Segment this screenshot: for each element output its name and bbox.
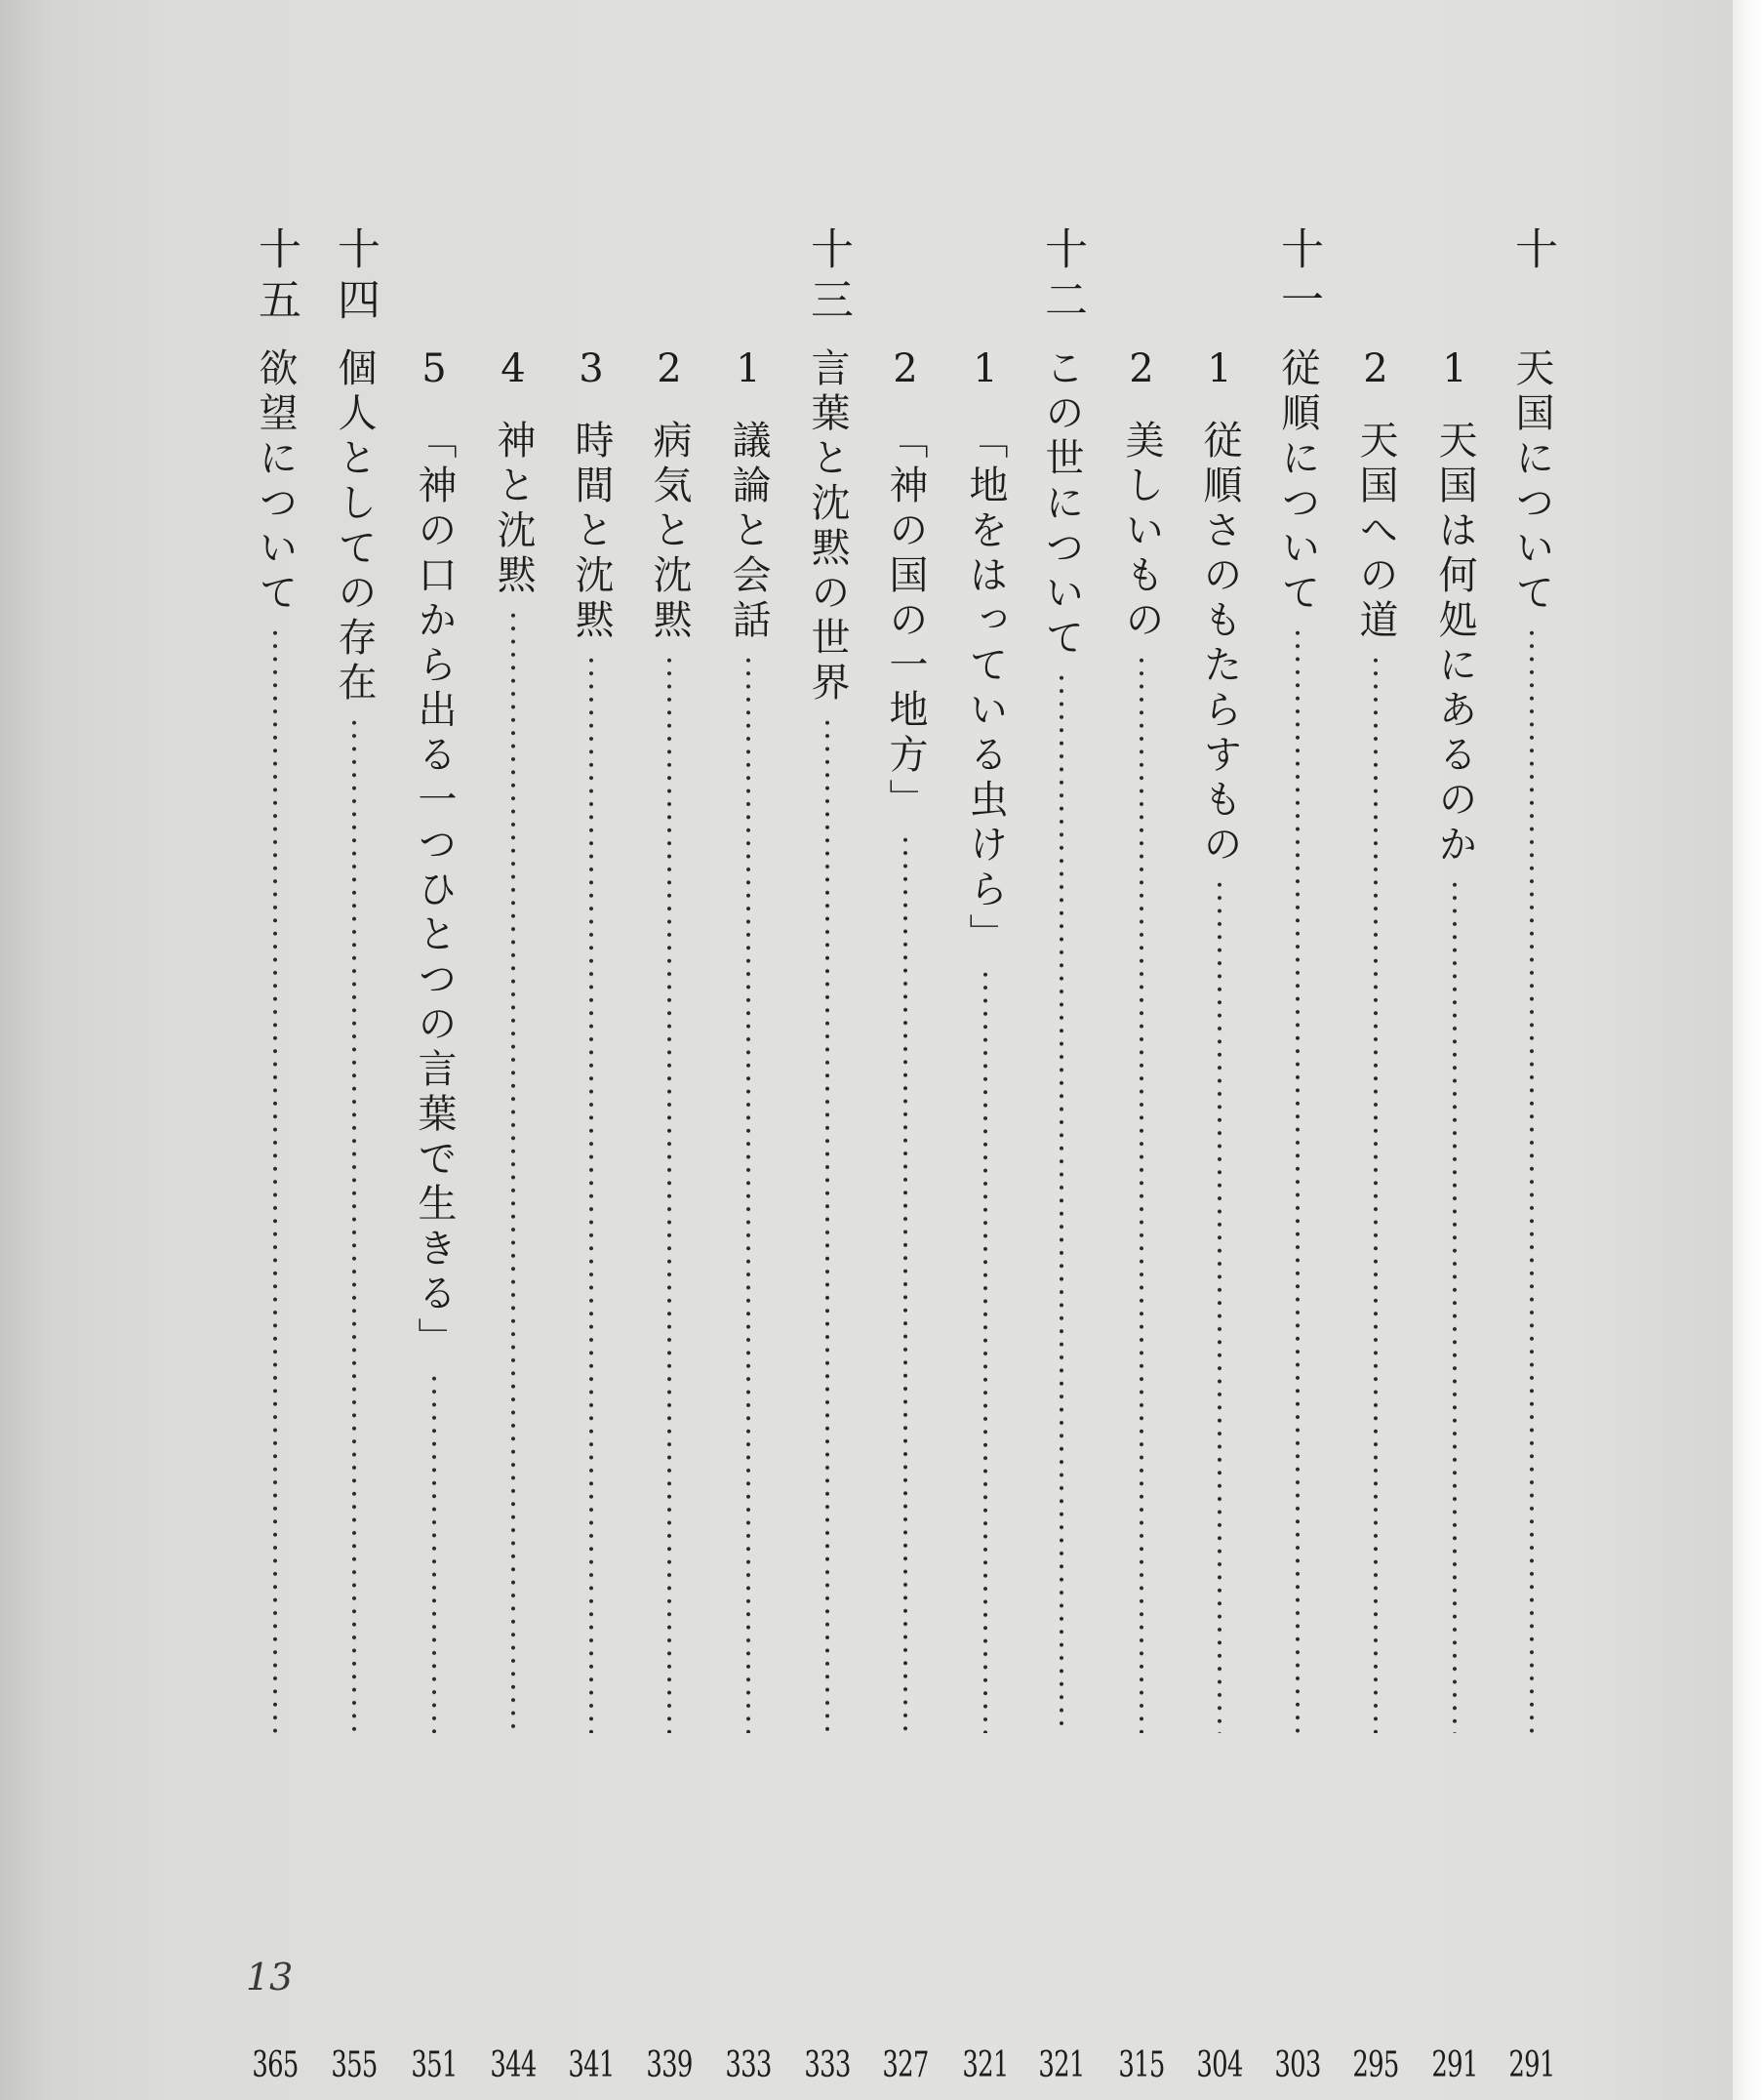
section-number: 3 [579, 346, 604, 391]
page-edge [1733, 0, 1762, 2100]
dot-leader [352, 716, 356, 1733]
toc-entry-section [876, 0, 935, 2100]
entry-title: 天国への道 [1353, 420, 1398, 644]
entry-title: 「神の口から出る一つひとつの言葉で生きる」 [412, 420, 457, 1362]
page-number: 303 [1274, 2045, 1321, 2085]
entry-title: 欲望について [253, 347, 298, 617]
page-number: 333 [725, 2045, 772, 2085]
section-number: 1 [1207, 346, 1232, 391]
chapter-number: 十一 [1273, 226, 1323, 328]
section-number: 2 [1129, 346, 1154, 391]
entry-title: 議論と会話 [726, 420, 771, 644]
entry-title: 個人としての存在 [332, 347, 377, 707]
page-number: 315 [1118, 2045, 1165, 2085]
dot-leader [1060, 671, 1063, 1733]
section-number: 4 [501, 346, 526, 391]
toc-entry-chapter-12 [1032, 0, 1091, 2100]
page-number: 321 [1038, 2045, 1085, 2085]
dot-leader [1453, 878, 1457, 1733]
section-number: 1 [1442, 346, 1467, 391]
page-number: 291 [1508, 2045, 1555, 2085]
section-number: 2 [1363, 346, 1388, 391]
dot-leader [1374, 654, 1378, 1733]
toc-entry-section [640, 0, 699, 2100]
page-number: 355 [331, 2045, 378, 2085]
toc-entry-chapter-14 [325, 0, 383, 2100]
entry-title: 病気と沈黙 [647, 420, 692, 644]
entry-title: この世について [1039, 347, 1084, 662]
dot-leader [1530, 626, 1534, 1733]
page-number: 295 [1352, 2045, 1399, 2085]
toc-entry-section [405, 0, 463, 2100]
dot-leader [983, 968, 987, 1733]
dot-leader [1296, 626, 1300, 1733]
toc-entry-section [484, 0, 542, 2100]
entry-title: 従順さのもたらすもの [1197, 420, 1242, 868]
folio-page-number: 13 [246, 1956, 294, 1999]
toc-entry-section [719, 0, 778, 2100]
chapter-number: 十三 [803, 226, 853, 328]
section-number: 1 [973, 346, 998, 391]
dot-leader [589, 654, 593, 1733]
dot-leader [1140, 654, 1143, 1733]
dot-leader [273, 626, 277, 1733]
chapter-number: 十五 [251, 226, 300, 328]
entry-title: 天国は何処にあるのか [1432, 420, 1477, 868]
section-number: 2 [657, 346, 682, 391]
entry-title: 美しいもの [1119, 420, 1164, 644]
toc-entry-chapter-11 [1268, 0, 1327, 2100]
dot-leader [825, 716, 829, 1733]
page-number: 365 [252, 2045, 299, 2085]
page-number: 339 [646, 2045, 693, 2085]
page-number: 304 [1196, 2045, 1243, 2085]
page-number: 344 [490, 2045, 537, 2085]
dot-leader [432, 1372, 436, 1733]
entry-title: 従順について [1275, 347, 1320, 617]
dot-leader [903, 833, 907, 1733]
page-number: 291 [1431, 2045, 1478, 2085]
page-number: 341 [568, 2045, 615, 2085]
dot-leader [1218, 878, 1221, 1733]
dot-leader [511, 609, 515, 1733]
chapter-number: 十 [1507, 226, 1557, 277]
page-number: 327 [882, 2045, 929, 2085]
page-number: 351 [411, 2045, 458, 2085]
chapter-number: 十四 [330, 226, 380, 328]
entry-title: 時間と沈黙 [569, 420, 614, 644]
section-number: 1 [736, 346, 761, 391]
entry-title: 「地をはっている虫けら」 [963, 420, 1008, 958]
section-number: 5 [421, 346, 447, 391]
toc-entry-section [1112, 0, 1171, 2100]
entry-title: 天国について [1509, 347, 1554, 617]
toc-entry-section [1190, 0, 1249, 2100]
dot-leader [667, 654, 671, 1733]
page-number: 321 [962, 2045, 1009, 2085]
dot-leader [746, 654, 750, 1733]
chapter-number: 十二 [1037, 226, 1087, 328]
toc-entry-section [562, 0, 621, 2100]
entry-title: 「神の国の一地方」 [883, 420, 928, 824]
toc-entry-chapter-15 [246, 0, 304, 2100]
toc-entry-chapter-10 [1502, 0, 1561, 2100]
section-number: 2 [893, 346, 918, 391]
toc-entry-chapter-13 [798, 0, 857, 2100]
toc-entry-section [956, 0, 1015, 2100]
toc-entry-section [1425, 0, 1484, 2100]
page-number: 333 [804, 2045, 851, 2085]
entry-title: 言葉と沈黙の世界 [805, 347, 850, 707]
toc-entry-section [1346, 0, 1405, 2100]
entry-title: 神と沈黙 [491, 420, 536, 599]
